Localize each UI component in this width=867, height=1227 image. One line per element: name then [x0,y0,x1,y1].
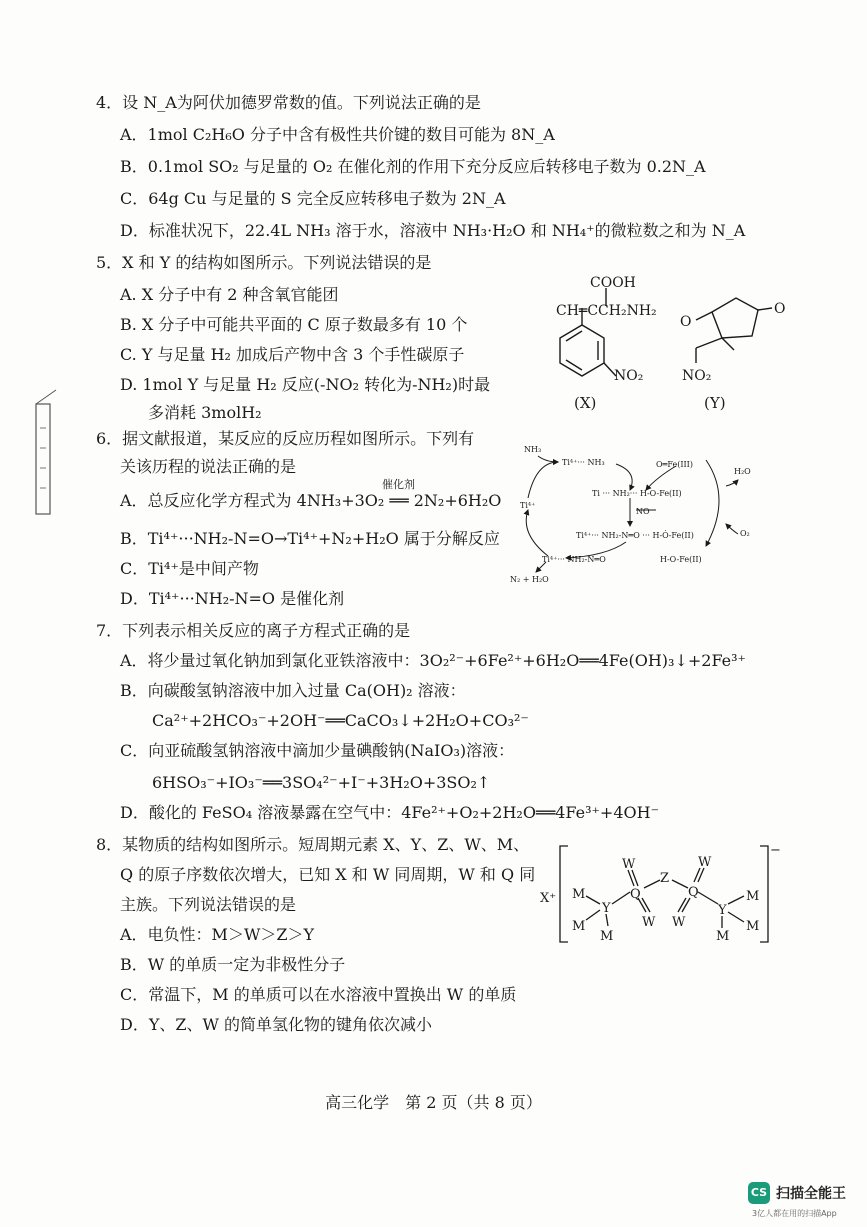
scanner-app-name: 扫描全能王 [776,1186,846,1202]
molecule-x [560,288,616,376]
x-label: (X) [574,394,597,412]
q5-option-b: B. X 分子中可能共平面的 C 原子数最多有 10 个 [120,315,468,334]
diagram-ti-nh2-hofe: Ti ··· NH₂··· H-O-Fe(II) [592,489,682,498]
molecule-y [696,298,772,363]
y-no2-label: NO₂ [682,368,712,384]
q8-z: Z [660,871,670,886]
q4-stem: 4．设 N_A为阿伏加德罗常数的值。下列说法正确的是 [96,93,481,112]
diagram-ti-nh2no: Ti⁴⁺··· NH₂-N═O [542,555,606,564]
q8-m-left-top: M [572,887,586,902]
q8-q-left: Q [630,887,641,902]
x-cooh-label: COOH [590,275,636,291]
q8-structure-figure [538,842,784,950]
q5-structures-figure [520,268,800,418]
q8-charge: − [770,843,781,858]
q8-stem-line1: 8．某物质的结构如图所示。短周期元素 X、Y、Z、W、M、 [96,835,530,854]
q4-option-a: A．1mol C₂H₆O 分子中含有极性共价键的数目可能为 8N_A [120,125,555,144]
binder-clip-mark [28,388,58,518]
q8-stem-line3: 主族。下列说法错误的是 [120,895,297,914]
diagram-o2: O₂ [740,529,750,538]
q4-option-d: D．标准状况下，22.4L NH₃ 溶于水，溶液中 NH₃·H₂O 和 NH₄⁺的微粒数之和为 N_A [120,221,746,240]
q8-m-left-bottom: M [572,919,586,934]
diagram-ti4: Ti⁴⁺ [520,501,536,510]
q8-w-top-left: W [622,857,636,872]
q8-m-right-bottom: M [746,919,760,934]
q8-stem-line2: Q 的原子序数依次增大，已知 X 和 W 同周期，W 和 Q 同 [120,865,536,884]
diagram-no: NO [636,507,650,516]
q8-m-left-under: M [600,929,614,944]
page-footer: 高三化学 第 2 页（共 8 页） [325,1093,542,1112]
q6-stem-line2: 关该历程的说法正确的是 [120,457,297,476]
x-chain-label: CH═CCH₂NH₂ [556,303,657,319]
q8-m-right-top: M [746,889,760,904]
diagram-nh3: NH₃ [524,445,542,454]
q8-x-plus: X⁺ [540,891,557,906]
y-label: (Y) [704,394,726,412]
q4-option-b: B．0.1mol SO₂ 与足量的 O₂ 在催化剂的作用下充分反应后转移电子数为 0.2N_A [120,157,706,176]
q7-option-c: C．向亚硫酸氢钠溶液中滴加少量碘酸钠(NaIO₃)溶液： [120,741,515,760]
y-o2-label: O [774,301,786,317]
diagram-ti-nh3: Ti⁴⁺··· NH₃ [562,458,605,467]
diagram-o-fe: O═Fe(III) [656,460,693,469]
scanner-watermark [748,1178,860,1220]
q7-option-a: A．将少量过氧化钠加到氯化亚铁溶液中：3O₂²⁻+6Fe²⁺+6H₂O══4Fe(OH)₃↓+2Fe³⁺ [120,651,746,670]
x-no2-label: NO₂ [614,368,644,384]
q8-option-d: D．Y、Z、W 的简单氢化物的键角依次减小 [120,1015,433,1034]
q5-option-c: C. Y 与足量 H₂ 加成后产物中含 3 个手性碳原子 [120,345,465,364]
q6-option-a: A．总反应化学方程式为 4NH₃+3O₂ ══ 2N₂+6H₂O [120,491,502,510]
q6-stem-line1: 6．据文献报道，某反应的反应历程如图所示。下列有 [96,429,475,448]
q8-q-right: Q [688,885,699,900]
q8-y-right: Y [718,903,727,918]
q5-option-a: A. X 分子中有 2 种含氧官能团 [120,285,339,304]
q7-stem: 7．下列表示相关反应的离子方程式正确的是 [96,621,411,640]
diagram-hofe: H-O-Fe(II) [660,555,702,564]
q4-option-c: C．64g Cu 与足量的 S 完全反应转移电子数为 2N_A [120,189,506,208]
q7-option-b: B．向碳酸氢钠溶液中加入过量 Ca(OH)₂ 溶液： [120,681,466,700]
q8-y-left: Y [602,901,611,916]
scanner-tagline: 3亿人都在用的扫描App [752,1209,837,1218]
q8-bonds [560,846,768,942]
diagram-n2-h2o: N₂ + H₂O [510,575,549,584]
q5-option-d-line1: D. 1mol Y 与足量 H₂ 反应(-NO₂ 转化为-NH₂)时最 [120,375,491,394]
q8-w-top-right: W [698,855,712,870]
q6-catalyst-label: 催化剂 [382,478,415,491]
q8-m-right-under: M [716,929,730,944]
q8-option-a: A．电负性：M＞W＞Z＞Y [120,925,315,944]
q7-option-b-equation: Ca²⁺+2HCO₃⁻+2OH⁻══CaCO₃↓+2H₂O+CO₃²⁻ [152,711,529,730]
q6-option-c: C．Ti⁴⁺是中间产物 [120,559,259,578]
diagram-h2o: H₂O [734,467,751,476]
q7-option-c-equation: 6HSO₃⁻+IO₃⁻══3SO₄²⁻+I⁻+3H₂O+3SO₂↑ [152,773,491,792]
q7-option-d: D．酸化的 FeSO₄ 溶液暴露在空气中：4Fe²⁺+O₂+2H₂O══4Fe³⁺+4OH⁻ [120,803,660,822]
q5-stem: 5．X 和 Y 的结构如图所示。下列说法错误的是 [96,253,432,272]
diagram-ti-nh2-no-hofe: Ti⁴⁺··· NH₂-N═O ··· H-Ȯ-Fe(II) [576,531,694,540]
y-o1-label: O [680,314,692,330]
q6-reaction-cycle-diagram [506,438,760,586]
q8-w-bottom-left: W [642,915,656,930]
q6-option-b: B．Ti⁴⁺···NH₂-N=O→Ti⁴⁺+N₂+H₂O 属于分解反应 [120,529,500,548]
q6-option-d: D．Ti⁴⁺···NH₂-N=O 是催化剂 [120,589,345,608]
q8-option-c: C．常温下，M 的单质可以在水溶液中置换出 W 的单质 [120,985,517,1004]
q8-option-b: B．W 的单质一定为非极性分子 [120,955,346,974]
q8-w-bottom-right: W [672,915,686,930]
scanner-logo-badge: CS [748,1182,770,1204]
q5-option-d-line2: 多消耗 3molH₂ [148,403,262,422]
